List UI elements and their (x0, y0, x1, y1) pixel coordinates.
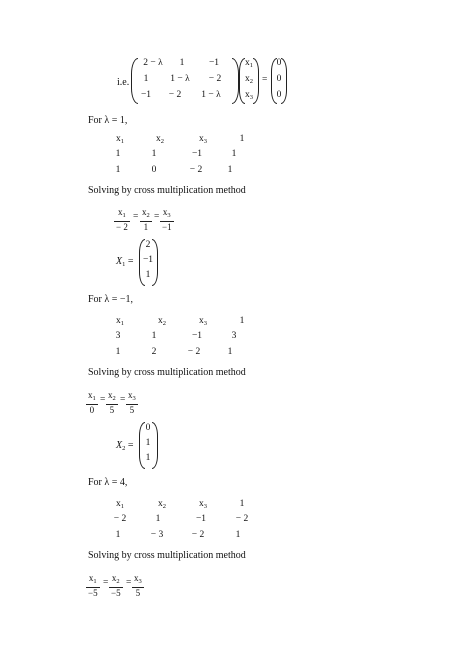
matrix-cell: − 2 (208, 74, 222, 84)
table-cell: 1 (151, 331, 157, 341)
table-cell: − 2 (187, 347, 201, 357)
table-cell: 0 (151, 165, 157, 175)
table-cell: − 2 (189, 165, 203, 175)
equals-sign: = (262, 75, 268, 85)
ratio-fraction: $\frac{x_3}{5}$ (134, 573, 142, 598)
method-text: Solving by cross multiplication method (88, 185, 246, 196)
equals-sign: = (154, 212, 160, 222)
equals-sign: = (120, 395, 126, 405)
ratio-fraction: $\frac{x_1}{- 2}$ (116, 207, 128, 232)
table-cell: 3 (115, 331, 121, 341)
matrix-cell: −1 (208, 58, 220, 68)
table-cell: 1 (235, 530, 241, 540)
table-cell: 1 (115, 530, 121, 540)
matrix-right-paren (232, 58, 239, 104)
xvec-sub: 2 (249, 78, 253, 85)
table-cell: 1 (231, 149, 237, 159)
case-heading: For λ = 4, (88, 477, 128, 488)
ratio-fraction: $\frac{x_1}{0}$ (88, 390, 96, 415)
eigenvector-label: $X_2$ = (116, 440, 134, 452)
table-cell: −1 (195, 514, 207, 524)
table-header: 1 (239, 134, 245, 144)
xvec-x: x (245, 58, 250, 68)
matrix-cell: 1 − λ (201, 90, 221, 100)
matrix-cell: 1 (143, 74, 149, 84)
method-text: Solving by cross multiplication method (88, 550, 246, 561)
xvec-sub: 1 (249, 62, 253, 69)
ratio-fraction: $\frac{x_3}{5}$ (128, 390, 136, 415)
ratio-fraction: $\frac{x_2}{1}$ (142, 207, 150, 232)
table-cell: 1 (155, 514, 161, 524)
case-heading: For λ = −1, (88, 294, 134, 305)
eigenvector-label: $X_1$ = (116, 256, 134, 268)
table-cell: 1 (115, 165, 121, 175)
table-header: 1 (239, 499, 245, 509)
matrix-cell: 2 − λ (143, 58, 163, 68)
matrix-cell: 1 (179, 58, 185, 68)
table-cell: 2 (151, 347, 157, 357)
equals-sign: = (100, 395, 106, 405)
case-heading: For λ = 1, (88, 115, 128, 126)
matrix-cell: − 2 (168, 90, 182, 100)
table-cell: −1 (191, 331, 203, 341)
vec-right-paren (152, 239, 158, 286)
vec-cell: 1 (145, 270, 151, 280)
table-cell: 1 (227, 347, 233, 357)
ratio-fraction: $\frac{x_3}{-1}$ (162, 207, 172, 232)
zero-cell: 0 (276, 90, 282, 100)
ratio-fraction: $\frac{x_2}{5}$ (108, 390, 116, 415)
vec-right-paren (152, 422, 158, 469)
table-cell: −1 (191, 149, 203, 159)
matrix-cell: −1 (140, 90, 152, 100)
ie-label: i.e. (117, 77, 130, 88)
xvec-sub: 3 (249, 94, 253, 101)
table-cell: 1 (227, 165, 233, 175)
zero-right-paren (281, 58, 287, 104)
table-cell: 1 (115, 347, 121, 357)
ratio-fraction: $\frac{x_2}{-5}$ (111, 573, 121, 598)
table-cell: 1 (115, 149, 121, 159)
equals-sign: = (126, 578, 132, 588)
method-text: Solving by cross multiplication method (88, 367, 246, 378)
equals-sign: = (133, 212, 139, 222)
table-cell: 3 (231, 331, 237, 341)
vec-cell: −1 (142, 255, 154, 265)
table-header: 1 (239, 316, 245, 326)
xvec-right-paren (253, 58, 259, 104)
table-cell: − 2 (191, 530, 205, 540)
table-cell: 1 (151, 149, 157, 159)
table-cell: − 2 (235, 514, 249, 524)
table-cell: − 3 (150, 530, 164, 540)
equals-sign: = (103, 578, 109, 588)
vec-cell: 1 (145, 438, 151, 448)
vec-cell: 1 (145, 453, 151, 463)
vec-cell: 2 (145, 240, 151, 250)
xvec-x: x (245, 90, 250, 100)
table-cell: − 2 (113, 514, 127, 524)
ratio-fraction: $\frac{x_1}{-5}$ (88, 573, 98, 598)
zero-cell: 0 (276, 74, 282, 84)
vec-cell: 0 (145, 423, 151, 433)
xvec-x: x (245, 74, 250, 84)
zero-cell: 0 (276, 58, 282, 68)
matrix-cell: 1 − λ (170, 74, 190, 84)
